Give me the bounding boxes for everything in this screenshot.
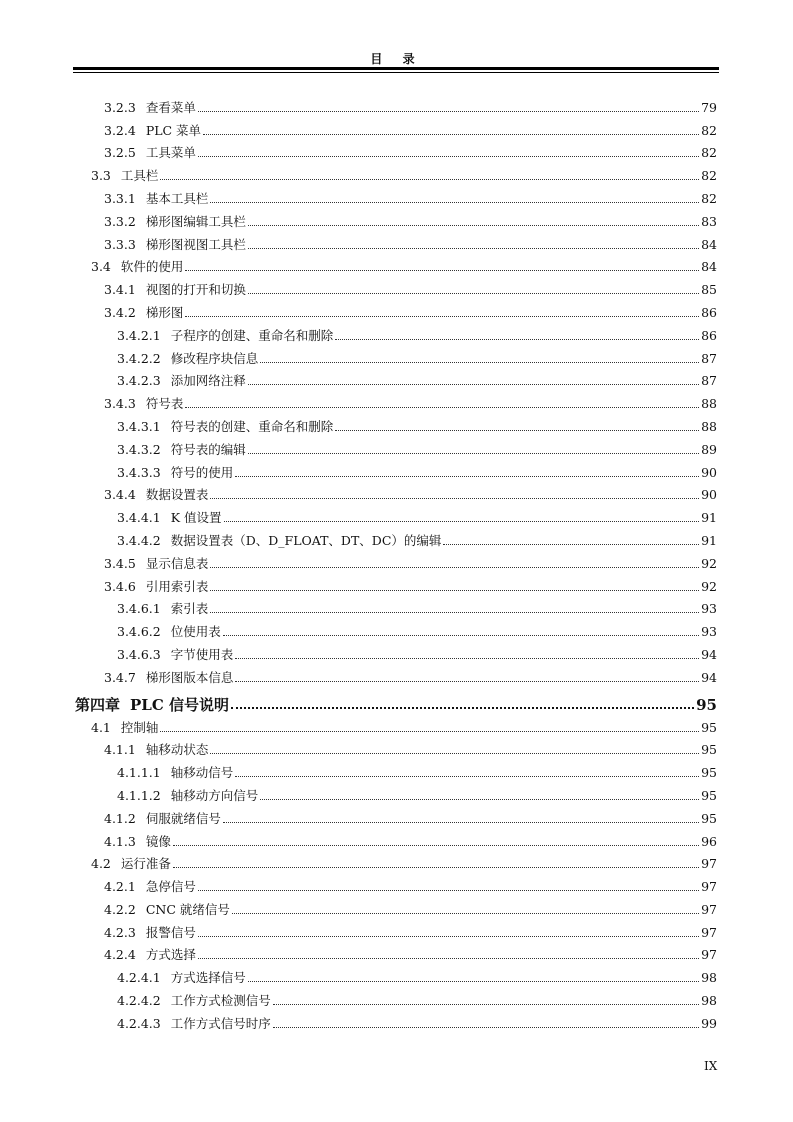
toc-entry-number: 3.4.3.3 bbox=[117, 464, 161, 480]
toc-entry[interactable] bbox=[0, 963, 793, 986]
toc-entry-title: 控制轴 bbox=[120, 719, 159, 735]
toc-dot-leader bbox=[185, 316, 699, 317]
toc-entry-number: 4.2.1 bbox=[104, 879, 136, 895]
toc-entry[interactable] bbox=[0, 207, 793, 230]
toc-dot-leader bbox=[231, 707, 694, 709]
toc-dot-leader bbox=[198, 156, 699, 157]
toc-entry-title: 急停信号 bbox=[145, 879, 196, 895]
toc-entry[interactable] bbox=[0, 503, 793, 526]
toc-entry[interactable] bbox=[0, 736, 793, 759]
toc-dot-leader bbox=[235, 776, 699, 777]
toc-entry-title: 引用索引表 bbox=[145, 578, 209, 594]
toc-dot-leader bbox=[198, 890, 699, 891]
toc-entry[interactable] bbox=[0, 184, 793, 207]
toc-entry-page: 89 bbox=[701, 441, 717, 457]
toc-entry-title: 工作方式信号时序 bbox=[170, 1015, 271, 1031]
toc-entry-page: 82 bbox=[701, 168, 717, 184]
toc-entry-number: 3.3.2 bbox=[104, 213, 136, 229]
toc-entry-number: 3.4.4 bbox=[104, 487, 136, 503]
toc-entry-number: 3.2.3 bbox=[104, 99, 136, 115]
toc-dot-leader bbox=[232, 913, 699, 914]
toc-entry[interactable] bbox=[0, 275, 793, 298]
header-title: 目 录 bbox=[370, 52, 423, 66]
toc-entry-page: 97 bbox=[701, 879, 717, 895]
toc-entry[interactable] bbox=[0, 941, 793, 964]
toc-dot-leader bbox=[173, 845, 699, 846]
toc-dot-leader bbox=[443, 544, 699, 545]
toc-entry-title: 索引表 bbox=[170, 601, 209, 617]
toc-entry[interactable] bbox=[0, 116, 793, 139]
toc-entry-title: 显示信息表 bbox=[145, 555, 209, 571]
toc-dot-leader bbox=[223, 822, 699, 823]
toc-entry-page: 95 bbox=[696, 695, 717, 714]
toc-entry-page: 95 bbox=[701, 765, 717, 781]
toc-dot-leader bbox=[223, 635, 699, 636]
toc-dot-leader bbox=[160, 179, 699, 180]
toc-entry-title: 修改程序块信息 bbox=[170, 350, 259, 366]
toc-entry-page: 90 bbox=[701, 464, 717, 480]
toc-entry-page: 95 bbox=[701, 810, 717, 826]
toc-entry[interactable] bbox=[0, 253, 793, 276]
toc-entry[interactable] bbox=[0, 412, 793, 435]
toc-entry-number: 3.4.3.1 bbox=[117, 418, 161, 434]
toc-entry[interactable] bbox=[0, 572, 793, 595]
toc-entry-title: 符号表的创建、重命名和删除 bbox=[170, 418, 334, 434]
toc-entry-title: 数据设置表 bbox=[145, 487, 209, 503]
toc-entry-page: 91 bbox=[701, 532, 717, 548]
toc-entry-title: 查看菜单 bbox=[145, 99, 196, 115]
toc-entry-number: 4.2.4 bbox=[104, 947, 136, 963]
toc-entry-title: 子程序的创建、重命名和删除 bbox=[170, 327, 334, 343]
toc-entry-number: 3.3.3 bbox=[104, 236, 136, 252]
toc-entry-page: 98 bbox=[701, 993, 717, 1009]
toc-entry[interactable] bbox=[0, 321, 793, 344]
toc-entry-number: 4.1 bbox=[91, 719, 111, 735]
toc-entry-page: 87 bbox=[701, 373, 717, 389]
toc-entry-title: 工作方式检测信号 bbox=[170, 993, 271, 1009]
toc-entry-title: 梯形图版本信息 bbox=[145, 669, 234, 685]
toc-entry[interactable] bbox=[0, 344, 793, 367]
toc-entry-page: 88 bbox=[701, 396, 717, 412]
toc-dot-leader bbox=[335, 430, 699, 431]
toc-dot-leader bbox=[248, 981, 699, 982]
toc-entry[interactable] bbox=[0, 827, 793, 850]
toc-dot-leader bbox=[224, 521, 700, 522]
toc-entry-title: 轴移动方向信号 bbox=[170, 787, 259, 803]
toc-entry[interactable] bbox=[0, 758, 793, 781]
toc-entry-number: 4.1.1.2 bbox=[117, 787, 161, 803]
toc-entry-title: 方式选择信号 bbox=[170, 970, 246, 986]
toc-entry[interactable] bbox=[0, 161, 793, 184]
toc-entry-page: 79 bbox=[701, 99, 717, 115]
toc-entry[interactable] bbox=[0, 481, 793, 504]
toc-entry-page: 82 bbox=[701, 145, 717, 161]
toc-entry-page: 88 bbox=[701, 418, 717, 434]
toc-entry-number: 3.4 bbox=[91, 259, 111, 275]
toc-entry-page: 95 bbox=[701, 719, 717, 735]
toc-dot-leader bbox=[203, 134, 699, 135]
toc-dot-leader bbox=[210, 612, 699, 613]
toc-dot-leader bbox=[198, 111, 699, 112]
toc-entry[interactable] bbox=[0, 526, 793, 549]
toc-entry-page: 82 bbox=[701, 190, 717, 206]
toc-entry-number: 4.1.1.1 bbox=[117, 765, 161, 781]
toc-dot-leader bbox=[235, 681, 699, 682]
toc-list bbox=[0, 93, 793, 1032]
toc-entry-page: 96 bbox=[701, 833, 717, 849]
toc-entry-title: PLC 信号说明 bbox=[130, 695, 230, 714]
toc-dot-leader bbox=[235, 476, 699, 477]
toc-entry-number: 4.1.2 bbox=[104, 810, 136, 826]
toc-entry-number: 3.3 bbox=[91, 168, 111, 184]
toc-entry[interactable] bbox=[0, 872, 793, 895]
toc-entry-page: 92 bbox=[701, 578, 717, 594]
toc-entry-title: PLC 菜单 bbox=[145, 122, 202, 138]
toc-dot-leader bbox=[210, 202, 699, 203]
toc-entry-number: 4.2.4.1 bbox=[117, 970, 161, 986]
toc-entry-page: 95 bbox=[701, 787, 717, 803]
toc-entry[interactable] bbox=[0, 595, 793, 618]
toc-entry-page: 94 bbox=[701, 669, 717, 685]
toc-entry-title: 方式选择 bbox=[145, 947, 196, 963]
toc-entry-number: 3.2.5 bbox=[104, 145, 136, 161]
toc-entry[interactable] bbox=[0, 986, 793, 1009]
toc-dot-leader bbox=[273, 1027, 699, 1028]
toc-dot-leader bbox=[260, 799, 699, 800]
toc-entry-title: 工具菜单 bbox=[145, 145, 196, 161]
toc-dot-leader bbox=[235, 658, 699, 659]
toc-dot-leader bbox=[198, 958, 699, 959]
toc-entry-page: 97 bbox=[701, 924, 717, 940]
toc-entry-number: 3.4.2.2 bbox=[117, 350, 161, 366]
toc-dot-leader bbox=[248, 453, 699, 454]
toc-entry-number: 3.2.4 bbox=[104, 122, 136, 138]
toc-dot-leader bbox=[185, 270, 699, 271]
toc-entry-number: 3.4.1 bbox=[104, 282, 136, 298]
toc-dot-leader bbox=[185, 407, 699, 408]
toc-entry[interactable] bbox=[0, 850, 793, 873]
toc-entry[interactable] bbox=[0, 435, 793, 458]
toc-entry-page: 93 bbox=[701, 601, 717, 617]
toc-entry-title: 轴移动状态 bbox=[145, 742, 209, 758]
toc-entry[interactable] bbox=[0, 139, 793, 162]
toc-entry-number: 3.4.5 bbox=[104, 555, 136, 571]
toc-entry-title: 软件的使用 bbox=[120, 259, 184, 275]
toc-entry-title: 镜像 bbox=[145, 833, 171, 849]
footer-page-number: IX bbox=[704, 1059, 718, 1073]
toc-entry-number: 4.2.4.3 bbox=[117, 1015, 161, 1031]
toc-entry-number: 4.2.2 bbox=[104, 901, 136, 917]
toc-entry-page: 84 bbox=[701, 259, 717, 275]
toc-entry-number: 3.4.6.1 bbox=[117, 601, 161, 617]
toc-entry[interactable] bbox=[0, 93, 793, 116]
toc-dot-leader bbox=[260, 362, 699, 363]
toc-entry-page: 87 bbox=[701, 350, 717, 366]
toc-dot-leader bbox=[198, 936, 699, 937]
toc-entry-number: 3.4.7 bbox=[104, 669, 136, 685]
toc-entry-number: 4.2 bbox=[91, 856, 111, 872]
toc-entry-page: 93 bbox=[701, 624, 717, 640]
toc-entry-title: 数据设置表（D、D_FLOAT、DT、DC）的编辑 bbox=[170, 532, 442, 548]
toc-dot-leader bbox=[173, 867, 699, 868]
toc-dot-leader bbox=[248, 384, 699, 385]
toc-entry-page: 97 bbox=[701, 856, 717, 872]
toc-entry-title: 符号的使用 bbox=[170, 464, 234, 480]
toc-entry-page: 86 bbox=[701, 327, 717, 343]
toc-dot-leader bbox=[210, 498, 699, 499]
toc-entry-title: 工具栏 bbox=[120, 168, 159, 184]
toc-dot-leader bbox=[160, 731, 699, 732]
toc-entry-number: 第四章 bbox=[75, 695, 121, 714]
toc-entry[interactable] bbox=[0, 389, 793, 412]
toc-entry-title: 报警信号 bbox=[145, 924, 196, 940]
toc-dot-leader bbox=[248, 225, 699, 226]
toc-entry-page: 82 bbox=[701, 122, 717, 138]
toc-entry[interactable] bbox=[0, 918, 793, 941]
toc-entry[interactable] bbox=[0, 367, 793, 390]
toc-entry[interactable] bbox=[0, 663, 793, 686]
toc-entry[interactable] bbox=[0, 230, 793, 253]
toc-entry-title: 符号表的编辑 bbox=[170, 441, 246, 457]
toc-entry[interactable] bbox=[0, 1009, 793, 1032]
toc-entry-page: 92 bbox=[701, 555, 717, 571]
toc-entry-page: 86 bbox=[701, 304, 717, 320]
toc-entry-title: 基本工具栏 bbox=[145, 190, 209, 206]
toc-entry-number: 4.1.3 bbox=[104, 833, 136, 849]
toc-chapter-entry[interactable] bbox=[0, 686, 793, 713]
toc-entry-title: K 值设置 bbox=[170, 510, 222, 526]
toc-entry-number: 3.4.2 bbox=[104, 304, 136, 320]
toc-entry-page: 97 bbox=[701, 901, 717, 917]
toc-dot-leader bbox=[210, 590, 699, 591]
toc-entry-number: 3.4.2.3 bbox=[117, 373, 161, 389]
toc-entry-number: 3.4.4.2 bbox=[117, 532, 161, 548]
toc-entry[interactable] bbox=[0, 458, 793, 481]
toc-entry-number: 3.4.6 bbox=[104, 578, 136, 594]
toc-entry-number: 3.4.4.1 bbox=[117, 510, 161, 526]
toc-entry-number: 4.1.1 bbox=[104, 742, 136, 758]
toc-dot-leader bbox=[335, 339, 699, 340]
toc-entry-number: 3.3.1 bbox=[104, 190, 136, 206]
toc-dot-leader bbox=[248, 293, 699, 294]
header-rule-thick bbox=[73, 67, 719, 70]
toc-entry-title: 梯形图编辑工具栏 bbox=[145, 213, 246, 229]
toc-entry-page: 94 bbox=[701, 646, 717, 662]
toc-entry-title: 添加网络注释 bbox=[170, 373, 246, 389]
toc-entry-page: 85 bbox=[701, 282, 717, 298]
header-rule-thin bbox=[73, 72, 719, 73]
toc-entry-number: 3.4.6.3 bbox=[117, 646, 161, 662]
toc-entry-page: 84 bbox=[701, 236, 717, 252]
toc-entry-page: 99 bbox=[701, 1015, 717, 1031]
toc-entry-title: 伺服就绪信号 bbox=[145, 810, 221, 826]
toc-dot-leader bbox=[248, 248, 699, 249]
toc-entry-number: 3.4.3.2 bbox=[117, 441, 161, 457]
toc-entry[interactable] bbox=[0, 640, 793, 663]
toc-entry-number: 3.4.6.2 bbox=[117, 624, 161, 640]
toc-dot-leader bbox=[210, 567, 699, 568]
toc-entry-page: 98 bbox=[701, 970, 717, 986]
toc-entry-title: 位使用表 bbox=[170, 624, 221, 640]
toc-entry-title: 符号表 bbox=[145, 396, 184, 412]
toc-entry-number: 3.4.2.1 bbox=[117, 327, 161, 343]
toc-dot-leader bbox=[210, 753, 699, 754]
toc-entry-title: 梯形图视图工具栏 bbox=[145, 236, 246, 252]
toc-dot-leader bbox=[273, 1004, 699, 1005]
toc-entry[interactable] bbox=[0, 804, 793, 827]
toc-entry[interactable] bbox=[0, 298, 793, 321]
toc-entry-page: 97 bbox=[701, 947, 717, 963]
toc-entry-title: 轴移动信号 bbox=[170, 765, 234, 781]
toc-entry[interactable] bbox=[0, 549, 793, 572]
toc-entry-page: 83 bbox=[701, 213, 717, 229]
toc-entry-title: 梯形图 bbox=[145, 304, 184, 320]
toc-entry-title: 字节使用表 bbox=[170, 646, 234, 662]
toc-entry-title: 视图的打开和切换 bbox=[145, 282, 246, 298]
toc-entry[interactable] bbox=[0, 895, 793, 918]
toc-entry-page: 91 bbox=[701, 510, 717, 526]
toc-entry-number: 4.2.4.2 bbox=[117, 993, 161, 1009]
toc-entry-title: CNC 就绪信号 bbox=[145, 901, 230, 917]
toc-entry[interactable] bbox=[0, 713, 793, 736]
toc-entry[interactable] bbox=[0, 617, 793, 640]
toc-entry[interactable] bbox=[0, 781, 793, 804]
toc-entry-number: 3.4.3 bbox=[104, 396, 136, 412]
toc-entry-page: 90 bbox=[701, 487, 717, 503]
toc-entry-title: 运行准备 bbox=[120, 856, 171, 872]
toc-entry-page: 95 bbox=[701, 742, 717, 758]
toc-entry-number: 4.2.3 bbox=[104, 924, 136, 940]
